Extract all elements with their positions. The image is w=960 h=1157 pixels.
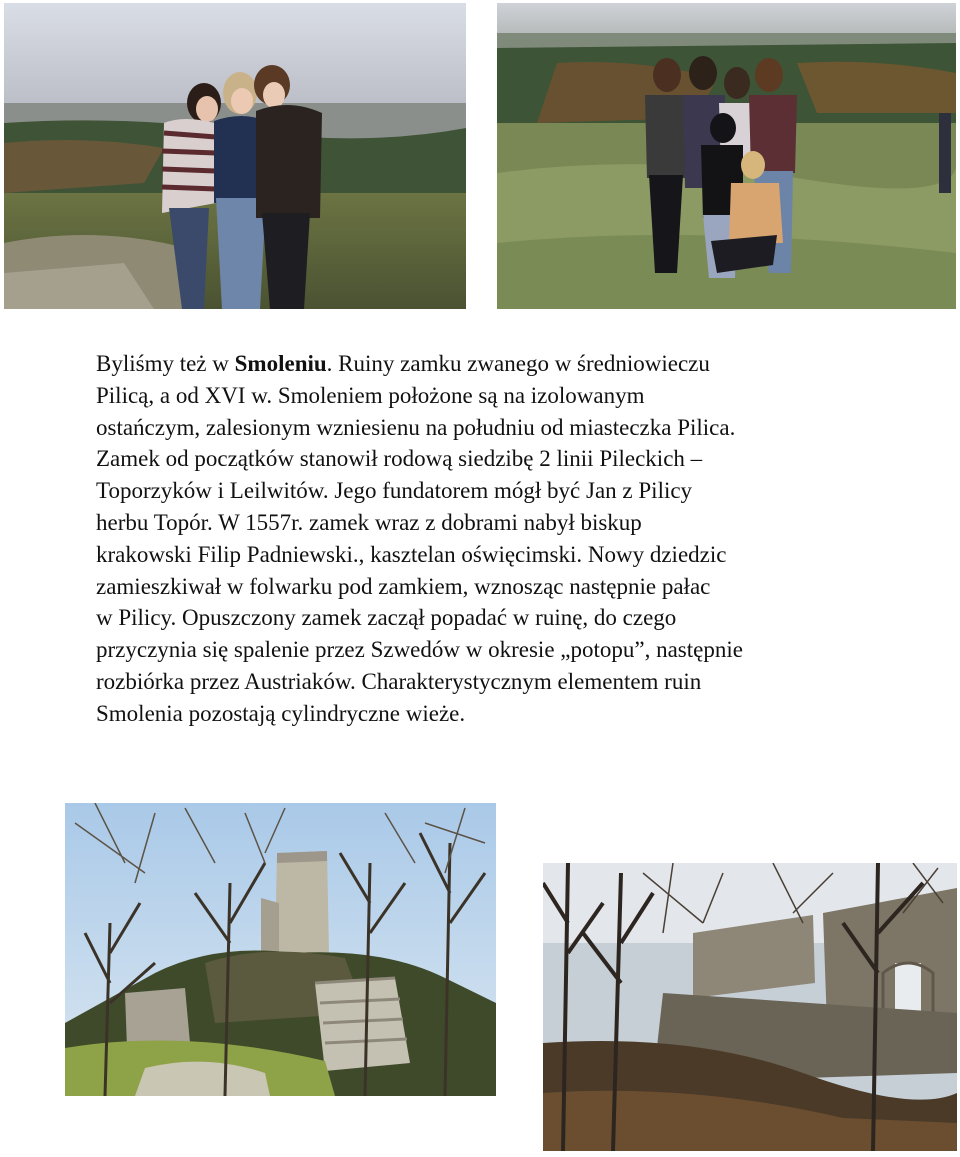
photo-group-on-hilltop [497,3,956,309]
photo-castle-tower-ruin [65,803,496,1096]
text-line: Toporzyków i Leilwitów. Jego fundatorem mógł być Jan z Pilicy [96,478,693,504]
text-line: krakowski Filip Padniewski., kasztelan oświęcimski. Nowy dziedzic [96,541,727,567]
text-line: w Pilicy. Opuszczony zamek zaczął popadać w ruinę, do czego [96,605,677,631]
text-line: herbu Topór. W 1557r. zamek wraz z dobrami nabył biskup [96,509,642,535]
text-line-1: Byliśmy też w Smoleniu. Ruiny zamku zwanego w średniowieczu [96,351,710,376]
text-line: ostańczym, zalesionym wzniesienu na południu od miasteczka Pilica. [96,414,736,440]
body-text [96,348,896,730]
text-line: Smolenia pozostają cylindryczne wieże. [96,700,466,726]
text-line: przyczynia się spalenie przez Szwedów w okresie „potopu”, następnie [96,637,743,663]
text-line: Pilicą, a od XVI w. Smoleniem położone są na izolowanym [96,382,645,408]
text-line: rozbiórka przez Austriaków. Charakterystycznym elementem ruin [96,668,702,694]
photo-castle-walls-ruin [543,863,957,1151]
place-name-bold: Smoleniu [234,351,327,376]
text-line: zamieszkiwał w folwarku pod zamkiem, wznosząc następnie pałac [96,573,711,599]
text-line: Zamek od początków stanowił rodową siedzibę 2 linii Pileckich – [96,446,703,472]
photo-girls-on-hill [4,3,466,309]
